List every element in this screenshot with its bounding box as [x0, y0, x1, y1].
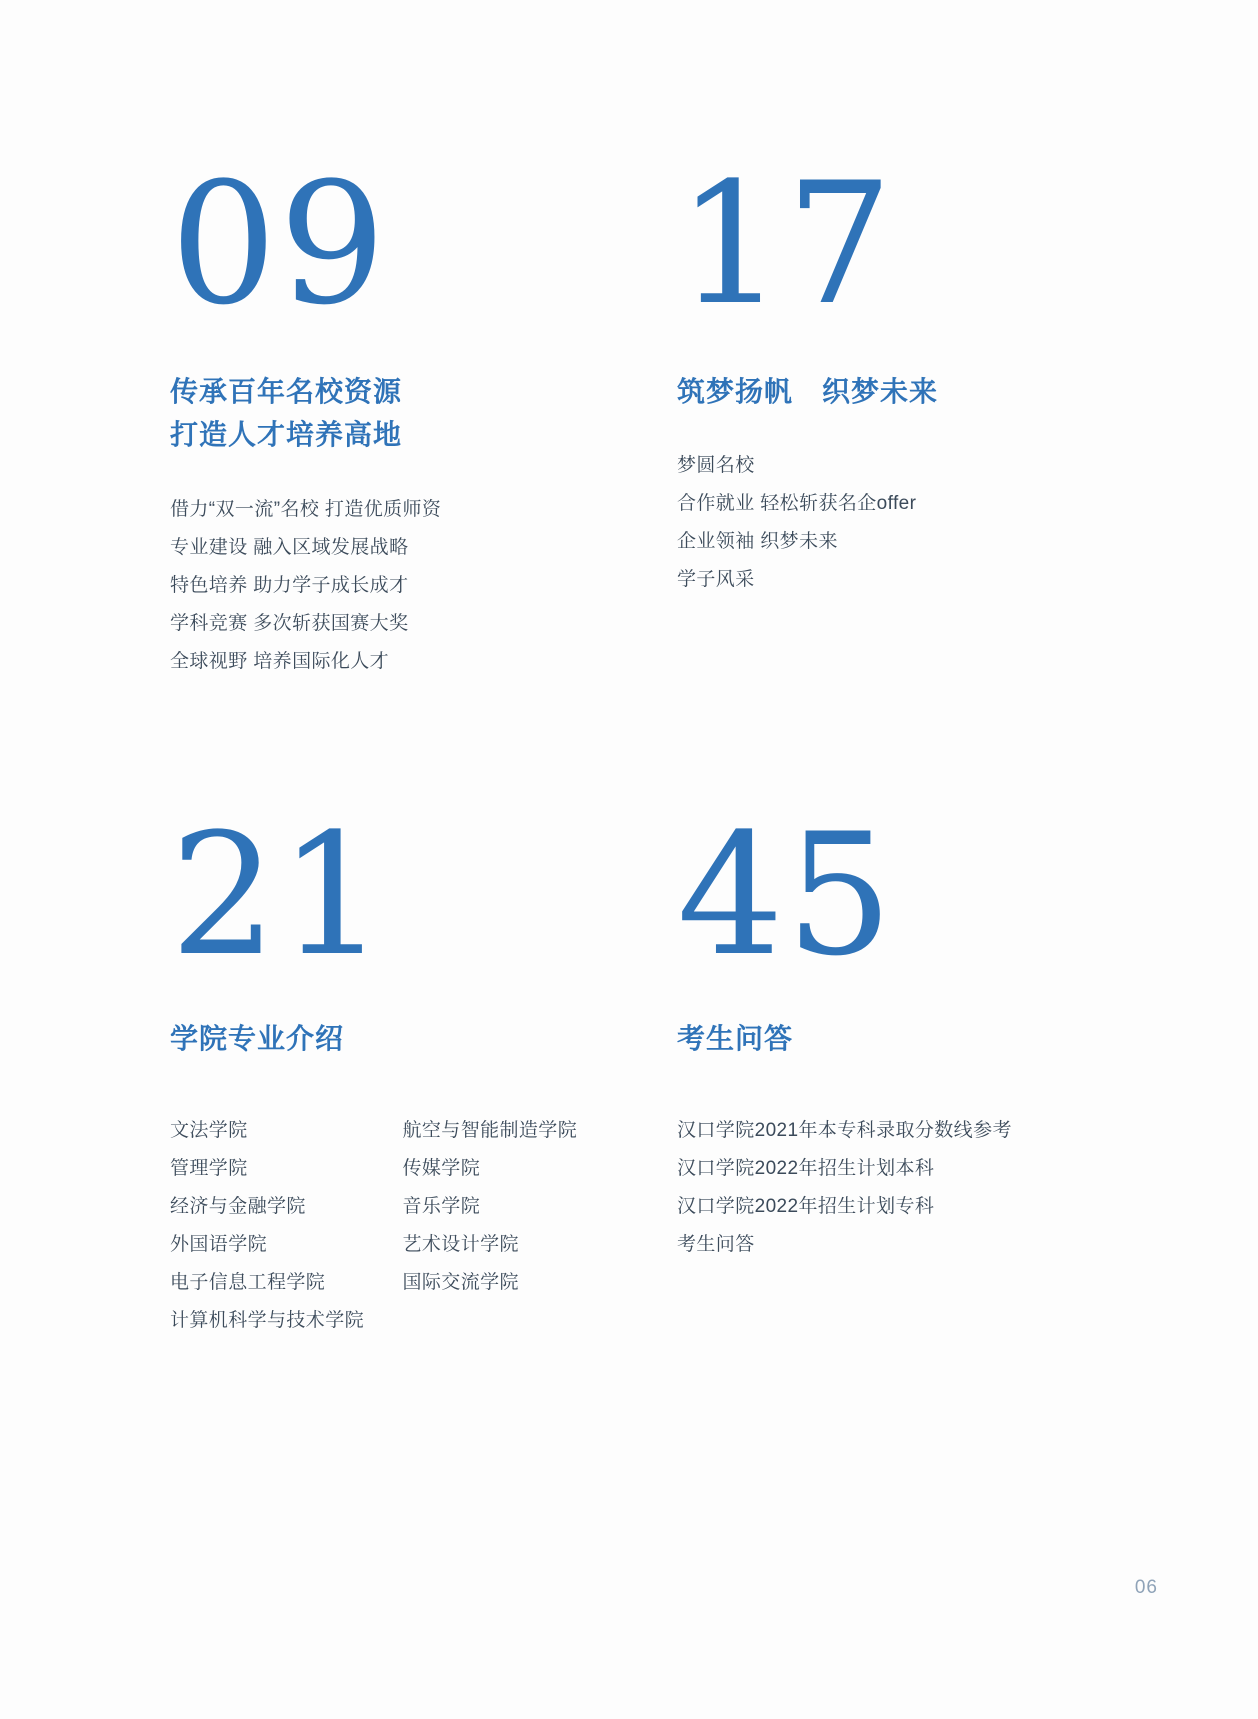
- list-item[interactable]: 航空与智能制造学院: [402, 1120, 578, 1142]
- section-title-line: 学院专业介绍: [170, 1022, 345, 1054]
- list-item[interactable]: 借力“双一流”名校 打造优质师资: [170, 498, 442, 520]
- section-items-45: [677, 1112, 1100, 1264]
- list-item[interactable]: 专业建设 融入区域发展战略: [170, 536, 409, 558]
- section-items-21-column-2: [403, 1112, 636, 1340]
- list-item[interactable]: 学科竞赛 多次斩获国赛大奖: [170, 612, 409, 634]
- section-09: [170, 146, 635, 681]
- section-number-45: 45: [677, 796, 895, 993]
- list-item[interactable]: 特色培养 助力学子成长成才: [170, 574, 409, 596]
- section-items-09: [170, 491, 635, 681]
- list-item[interactable]: 音乐学院: [402, 1196, 481, 1218]
- list-item[interactable]: 全球视野 培养国际化人才: [170, 650, 390, 672]
- list-item[interactable]: 管理学院: [170, 1158, 248, 1180]
- section-21: [170, 796, 635, 1340]
- content-area: [170, 146, 1100, 1340]
- list-item[interactable]: 传媒学院: [402, 1158, 481, 1180]
- section-items-21: [170, 1112, 635, 1340]
- section-items-17: [677, 447, 1100, 599]
- section-number-09: 09: [170, 146, 388, 342]
- section-number-21: 21: [170, 796, 388, 993]
- section-title-45: [677, 1017, 1100, 1060]
- list-item[interactable]: 汉口学院2022年招生计划专科: [677, 1196, 935, 1218]
- list-item[interactable]: 考生问答: [677, 1234, 755, 1256]
- section-number-17: 17: [677, 146, 895, 342]
- section-title-17: [677, 370, 1100, 413]
- section-row-top: [170, 146, 1100, 681]
- section-title-line: 考生问答: [677, 1022, 794, 1054]
- section-title-line: 筑梦扬帆 织梦未来: [677, 376, 939, 407]
- list-item[interactable]: 文法学院: [170, 1120, 248, 1142]
- section-row-bottom: [170, 796, 1100, 1340]
- section-items-21-column-1: [170, 1112, 403, 1340]
- list-item[interactable]: 国际交流学院: [402, 1272, 519, 1294]
- section-title-09: [170, 370, 635, 457]
- list-item[interactable]: 汉口学院2021年本专科录取分数线参考: [677, 1120, 1012, 1142]
- list-item[interactable]: 学子风采: [677, 569, 755, 591]
- list-item[interactable]: 经济与金融学院: [170, 1196, 306, 1218]
- section-45: [635, 796, 1100, 1340]
- list-item[interactable]: 计算机科学与技术学院: [170, 1310, 365, 1332]
- section-17: [635, 146, 1100, 681]
- list-item[interactable]: 企业领袖 织梦未来: [677, 531, 838, 553]
- section-title-21: [170, 1017, 635, 1060]
- list-item[interactable]: 汉口学院2022年招生计划本科: [677, 1158, 935, 1180]
- list-item[interactable]: 梦圆名校: [677, 455, 755, 477]
- list-item[interactable]: 电子信息工程学院: [170, 1272, 326, 1294]
- list-item[interactable]: 合作就业 轻松斩获名企offer: [677, 493, 917, 515]
- section-title-line: 打造人才培养高地: [170, 419, 403, 451]
- page-number: 06: [1134, 1577, 1158, 1598]
- list-item[interactable]: 艺术设计学院: [402, 1234, 519, 1256]
- section-title-line: 传承百年名校资源: [170, 376, 403, 407]
- list-item[interactable]: 外国语学院: [170, 1234, 268, 1256]
